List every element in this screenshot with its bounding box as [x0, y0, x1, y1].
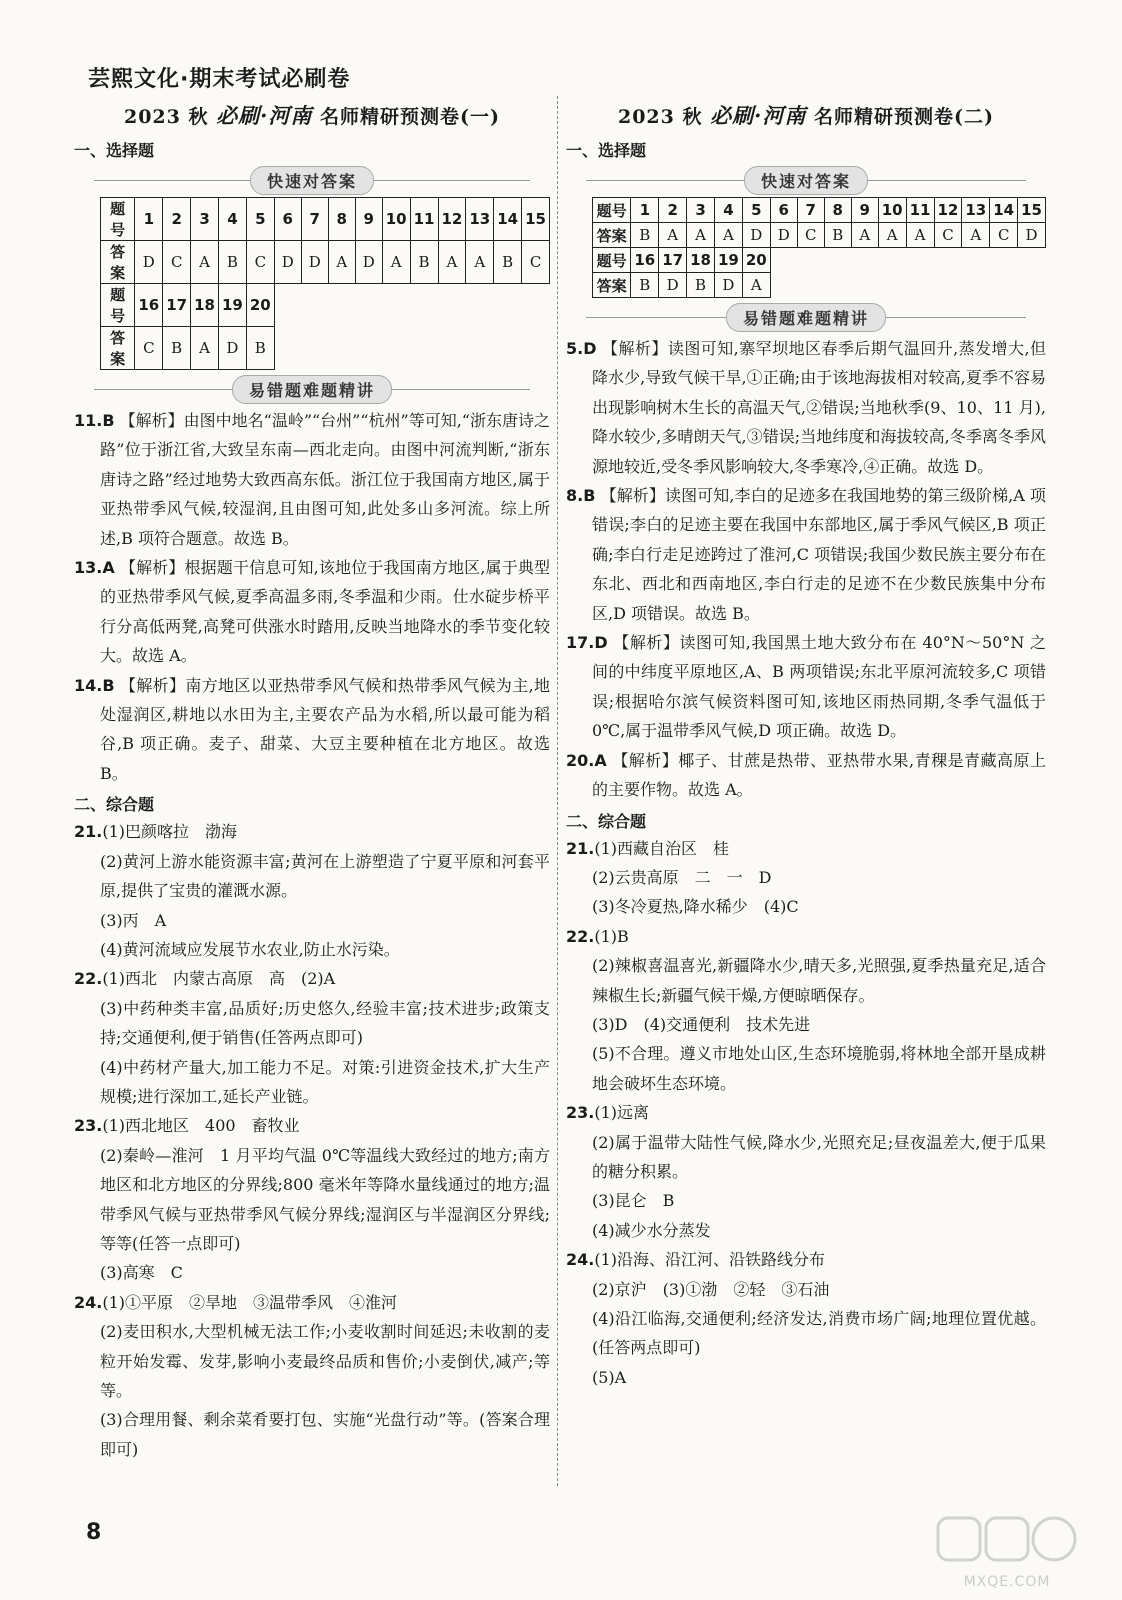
question-number: 17.D	[566, 633, 608, 653]
answer-line	[74, 847, 550, 906]
answer-text: (3)中药种类丰富,品质好;历史悠久,经验丰富;技术进步;政策支持;交通便利,便于销售(任答两点即可)	[100, 998, 550, 1048]
question-number: 24.	[74, 1292, 103, 1312]
question-number: 11.B	[74, 411, 115, 430]
ribbon-label: 易错题难题精讲	[232, 375, 392, 404]
answer-text: (3)合理用餐、剩余菜肴要打包、实施“光盘行动”等。(答案合理即可)	[100, 1410, 550, 1459]
answer-line	[566, 1245, 1046, 1274]
answer-cell: D	[1018, 223, 1046, 248]
ribbon-label: 快速对答案	[250, 166, 374, 195]
explanation-item	[566, 628, 1046, 746]
answer-line	[566, 1363, 1046, 1392]
number-cell: 7	[301, 198, 328, 241]
answer-line	[566, 922, 1046, 951]
explanation-text: 【解析】南方地区以亚热带季风气候和热带季风气候为主,地处湿润区,耕地以水田为主,主要农产品为水稻,所以最可能为稻谷,B 项正确。麦子、甜菜、大豆主要种植在北方地区。故选 B。	[100, 675, 550, 783]
number-cell: 8	[328, 198, 355, 241]
question-21	[566, 834, 1046, 922]
question-22	[566, 922, 1046, 1098]
answer-cell: B	[687, 273, 715, 298]
answer-text: (2)麦田积水,大型机械无法工作;小麦收割时间延迟;未收割的麦粒开始发霉、发芽,影响小麦最终品质和售价;小麦倒伏,减产;等等。	[100, 1322, 550, 1400]
question-23	[74, 1111, 550, 1287]
number-cell: 13	[962, 198, 990, 223]
answer-line	[74, 817, 550, 846]
answer-text: (4)减少水分蒸发	[592, 1220, 711, 1240]
number-cell: 20	[742, 248, 770, 273]
number-cell: 15	[1018, 198, 1046, 223]
answer-text: (2)秦岭—淮河 1 月平均气温 0℃等温线大致经过的地方;南方地区和北方地区的分界线;800 毫米年等降水量线通过的地方;温带季风气候与亚热带季风气候分界线;湿润区与半湿润区分界线;等等(任答一点即可)	[100, 1145, 550, 1253]
question-23	[566, 1098, 1046, 1245]
answer-cell: D	[742, 223, 770, 248]
answer-line	[74, 1288, 550, 1317]
answer-cell: D	[301, 241, 328, 284]
answer-cell: D	[274, 241, 301, 284]
number-cell: 14	[494, 198, 522, 241]
answer-cell: D	[135, 241, 163, 284]
explanations	[566, 334, 1046, 805]
question-number: 23.	[74, 1116, 103, 1136]
number-cell: 19	[715, 248, 743, 273]
explanation-text: 【解析】椰子、甘蔗是热带、亚热带水果,青稞是青藏高原上的主要作物。故选 A。	[592, 750, 1046, 800]
answer-cell: A	[438, 241, 466, 284]
answer-cell: A	[851, 223, 878, 248]
answer-line	[566, 1039, 1046, 1098]
answer-line	[566, 863, 1046, 892]
answer-text: (5)不合理。遵义市地处山区,生态环境脆弱,将林地全部开垦成耕地会破坏生态环境。	[592, 1044, 1046, 1093]
row-label: 题号	[101, 198, 135, 241]
watermark-text: MXQE.COM	[963, 1574, 1051, 1590]
number-cell: 11	[410, 198, 438, 241]
title-paper: 名师精研预测卷(二)	[814, 106, 995, 128]
answer-cell: B	[163, 327, 191, 370]
answer-text: (1)巴颜喀拉 渤海	[102, 822, 238, 842]
number-cell: 10	[878, 198, 906, 223]
answer-line	[74, 1053, 550, 1112]
answer-ribbon	[74, 165, 550, 195]
title-year: 2023 秋	[617, 106, 703, 128]
left-column	[74, 96, 550, 1464]
answer-cell: B	[494, 241, 522, 284]
answer-text: (3)昆仑 B	[592, 1191, 675, 1211]
answer-text: (3)D (4)交通便利 技术先进	[592, 1014, 811, 1034]
answer-cell: D	[355, 241, 382, 284]
title-paper: 名师精研预测卷(一)	[320, 106, 501, 128]
explanation-item	[74, 553, 550, 671]
answer-cell: C	[163, 241, 191, 284]
answer-cell: A	[962, 223, 990, 248]
answer-line	[74, 964, 550, 993]
answer-text: (3)高寒 C	[100, 1263, 183, 1283]
number-cell: 1	[135, 198, 163, 241]
answer-line	[74, 935, 550, 964]
answer-text: (2)云贵高原 二 一 D	[592, 867, 772, 887]
number-row	[593, 248, 1046, 273]
answer-text: (1)西北地区 400 畜牧业	[102, 1116, 300, 1136]
answer-cell: A	[878, 223, 906, 248]
number-cell: 11	[906, 198, 934, 223]
answer-line	[74, 1405, 550, 1464]
answer-cell: A	[328, 241, 355, 284]
watermark-logo	[932, 1510, 1082, 1590]
explanation-item	[566, 481, 1046, 628]
explanation-item	[566, 746, 1046, 805]
answer-cell: B	[631, 223, 659, 248]
answer-text: (4)黄河流域应发展节水农业,防止水污染。	[100, 939, 400, 959]
answer-cell: A	[191, 327, 219, 370]
answer-cell: C	[522, 241, 550, 284]
section-heading-choice: 一、选择题	[74, 141, 155, 160]
section-heading-choice: 一、选择题	[566, 141, 647, 160]
number-cell: 6	[770, 198, 797, 223]
question-number: 20.A	[566, 750, 607, 770]
answer-text: (2)辣椒喜温喜光,新疆降水少,晴天多,光照强,夏季热量充足,适合辣椒生长;新疆气候干燥,方便晾晒保存。	[592, 956, 1046, 1005]
answer-cell: C	[990, 223, 1018, 248]
answer-cell: A	[715, 223, 743, 248]
row-label: 答案	[593, 223, 631, 248]
number-cell: 9	[851, 198, 878, 223]
answer-cell: C	[934, 223, 962, 248]
answer-row	[101, 327, 550, 370]
number-cell: 17	[163, 284, 191, 327]
number-cell: 18	[191, 284, 219, 327]
answer-text: (3)冬冷夏热,降水稀少 (4)C	[592, 897, 799, 917]
explanation-text: 【解析】读图可知,李白的足迹多在我国地势的第三级阶梯,A 项错误;李白的足迹主要在我国中东部地区,属于季风气候区,B 项正确;李白行走足迹跨过了淮河,C 项错误;我国少数民族主要分布在东北、西北和西南地区,李白行走的足迹不在少数民族集中分布区,D 项错误。故选 B。	[592, 486, 1046, 623]
answer-cell: C	[246, 241, 274, 284]
answer-cell: D	[219, 327, 247, 370]
explanation-ribbon	[74, 374, 550, 404]
question-number: 23.	[566, 1103, 595, 1123]
answer-cell: A	[906, 223, 934, 248]
column-divider	[557, 96, 559, 1486]
answer-line	[566, 1128, 1046, 1187]
answer-table	[100, 197, 550, 370]
question-24	[74, 1288, 550, 1464]
answer-cell: D	[770, 223, 797, 248]
answer-line	[74, 1141, 550, 1259]
number-cell: 5	[742, 198, 770, 223]
explanation-text: 【解析】由图中地名“温岭”“台州”“杭州”等可知,“浙东唐诗之路”位于浙江省,大致呈东南—西北走向。由图中河流判断,“浙东唐诗之路”经过地势大致西高东低。浙江位于我国南方地区,属于亚热带季风气候,较湿润,且由图可知,此处多山多河流。综上所述,B 项符合题意。故选 B。	[100, 411, 550, 548]
number-cell: 12	[934, 198, 962, 223]
number-cell: 6	[274, 198, 301, 241]
answer-cell: B	[410, 241, 438, 284]
answer-row	[101, 241, 550, 284]
title-year: 2023 秋	[123, 106, 209, 128]
answer-row	[593, 223, 1046, 248]
explanation-item	[74, 671, 550, 789]
number-cell: 1	[631, 198, 659, 223]
answer-cell: A	[742, 273, 770, 298]
answer-cell: D	[715, 273, 743, 298]
answer-cell: D	[659, 273, 687, 298]
brand-title: 芸熙文化·期末考试必刷卷	[88, 67, 351, 92]
answer-line	[566, 1098, 1046, 1127]
answer-cell: A	[687, 223, 715, 248]
number-row	[593, 198, 1046, 223]
answer-text: (1)①平原 ②旱地 ③温带季风 ④淮河	[102, 1292, 398, 1312]
answer-line	[74, 1111, 550, 1140]
answer-text: (3)丙 A	[100, 910, 167, 930]
answer-cell: B	[219, 241, 247, 284]
answer-line	[566, 892, 1046, 921]
answer-line	[566, 1304, 1046, 1363]
explanation-ribbon	[566, 302, 1046, 332]
title-script: 必刷·河南	[216, 103, 313, 128]
answer-text: (1)沿海、沿江河、沿铁路线分布	[594, 1250, 826, 1270]
number-cell: 20	[246, 284, 274, 327]
answer-text: (1)B	[594, 926, 629, 946]
answer-cell: B	[246, 327, 274, 370]
answer-line	[74, 1317, 550, 1405]
row-label: 题号	[593, 198, 631, 223]
number-cell: 4	[219, 198, 247, 241]
answer-cell: A	[659, 223, 687, 248]
number-cell: 10	[382, 198, 410, 241]
number-cell: 4	[715, 198, 743, 223]
question-number: 21.	[566, 838, 595, 858]
number-cell: 7	[797, 198, 824, 223]
answer-text: (1)西北 内蒙古高原 高 (2)A	[102, 969, 336, 989]
number-cell: 17	[659, 248, 687, 273]
ribbon-label: 易错题难题精讲	[726, 303, 886, 332]
number-cell: 18	[687, 248, 715, 273]
answer-text: (2)京沪 (3)①渤 ②轻 ③石油	[592, 1279, 830, 1299]
answer-text: (1)西藏自治区 桂	[594, 838, 730, 858]
question-number: 21.	[74, 822, 103, 842]
answer-cell: C	[797, 223, 824, 248]
question-number: 22.	[74, 969, 103, 989]
explanation-item	[74, 406, 550, 553]
number-cell: 16	[631, 248, 659, 273]
number-cell: 2	[163, 198, 191, 241]
answer-line	[566, 1216, 1046, 1245]
explanation-text: 【解析】根据题干信息可知,该地位于我国南方地区,属于典型的亚热带季风气候,夏季高温多雨,冬季温和少雨。仕水碇步桥平行分高低两凳,高凳可供涨水时踏用,反映当地降水的季节变化较大。故选 A。	[100, 558, 550, 666]
answer-cell: A	[191, 241, 219, 284]
left-paper-title	[74, 100, 550, 130]
number-cell: 3	[191, 198, 219, 241]
watermark-icon	[932, 1510, 1082, 1570]
number-cell: 16	[135, 284, 163, 327]
section-heading-comprehensive: 二、综合题	[74, 795, 155, 815]
answer-line	[566, 951, 1046, 1010]
answer-cell: B	[631, 273, 659, 298]
number-cell: 13	[466, 198, 494, 241]
answer-text: (2)属于温带大陆性气候,降水少,光照充足;昼夜温差大,便于瓜果的糖分积累。	[592, 1132, 1046, 1181]
answer-cell: A	[466, 241, 494, 284]
explanation-text: 【解析】读图可知,寨罕坝地区春季后期气温回升,蒸发增大,但降水少,导致气候干旱,①正确;由于该地海拔相对较高,夏季不容易出现影响树木生长的高温天气,②错误;当地秋季(9、10、11 月),降水较少,多晴朗天气,③错误;当地纬度和海拔较高,冬季离冬季风源地较近,受冬季风影响较大,冬季寒冷,④正确。故选 D。	[592, 339, 1046, 476]
question-number: 13.A	[74, 558, 115, 578]
row-label: 题号	[593, 248, 631, 273]
explanation-item	[566, 334, 1046, 481]
answer-line	[566, 1010, 1046, 1039]
question-24	[566, 1245, 1046, 1392]
answer-line	[566, 1186, 1046, 1215]
answer-ribbon	[566, 165, 1046, 195]
answer-text: (4)沿江临海,交通便利;经济发达,消费市场广阔;地理位置优越。(任答两点即可)	[592, 1309, 1046, 1358]
right-paper-title	[566, 100, 1046, 130]
answer-text: (5)A	[592, 1367, 627, 1387]
answer-line	[74, 906, 550, 935]
section-heading-comprehensive: 二、综合题	[566, 811, 647, 831]
question-number: 5.D	[566, 339, 597, 358]
answer-text: (4)中药材产量大,加工能力不足。对策:引进资金技术,扩大生产规模;进行深加工,延长产业链。	[100, 1057, 550, 1106]
row-label: 题号	[101, 284, 135, 327]
answer-cell: C	[135, 327, 163, 370]
explanations	[74, 406, 550, 788]
row-label: 答案	[101, 241, 135, 284]
answer-cell: A	[382, 241, 410, 284]
answer-line	[566, 834, 1046, 863]
number-row	[101, 284, 550, 327]
question-number: 14.B	[74, 675, 115, 695]
question-21	[74, 817, 550, 964]
page-number: 8	[86, 1520, 102, 1545]
ribbon-label: 快速对答案	[744, 166, 868, 195]
answer-table	[592, 197, 1046, 298]
question-number: 22.	[566, 926, 595, 946]
question-22	[74, 964, 550, 1111]
answer-line	[74, 994, 550, 1053]
answer-cell: B	[824, 223, 851, 248]
answer-text: (1)远离	[594, 1103, 650, 1123]
question-number: 8.B	[566, 486, 596, 506]
right-column	[566, 96, 1046, 1392]
question-number: 24.	[566, 1250, 595, 1270]
number-cell: 14	[990, 198, 1018, 223]
answer-line	[566, 1275, 1046, 1304]
explanation-text: 【解析】读图可知,我国黑土地大致分布在 40°N～50°N 之间的中纬度平原地区,A、B 两项错误;东北平原河流较多,C 项错误;根据哈尔滨气候资料图可知,该地区雨热同期,冬季气温低于 0℃,属于温带季风气候,D 项正确。故选 D。	[592, 633, 1046, 741]
row-label: 答案	[593, 273, 631, 298]
number-row	[101, 198, 550, 241]
number-cell: 9	[355, 198, 382, 241]
answer-row	[593, 273, 1046, 298]
number-cell: 12	[438, 198, 466, 241]
number-cell: 15	[522, 198, 550, 241]
number-cell: 2	[659, 198, 687, 223]
number-cell: 3	[687, 198, 715, 223]
number-cell: 5	[246, 198, 274, 241]
answer-line	[74, 1258, 550, 1287]
title-script: 必刷·河南	[710, 103, 807, 128]
answer-text: (2)黄河上游水能资源丰富;黄河在上游塑造了宁夏平原和河套平原,提供了宝贵的灌溉水源。	[100, 851, 550, 901]
row-label: 答案	[101, 327, 135, 370]
number-cell: 19	[219, 284, 247, 327]
number-cell: 8	[824, 198, 851, 223]
